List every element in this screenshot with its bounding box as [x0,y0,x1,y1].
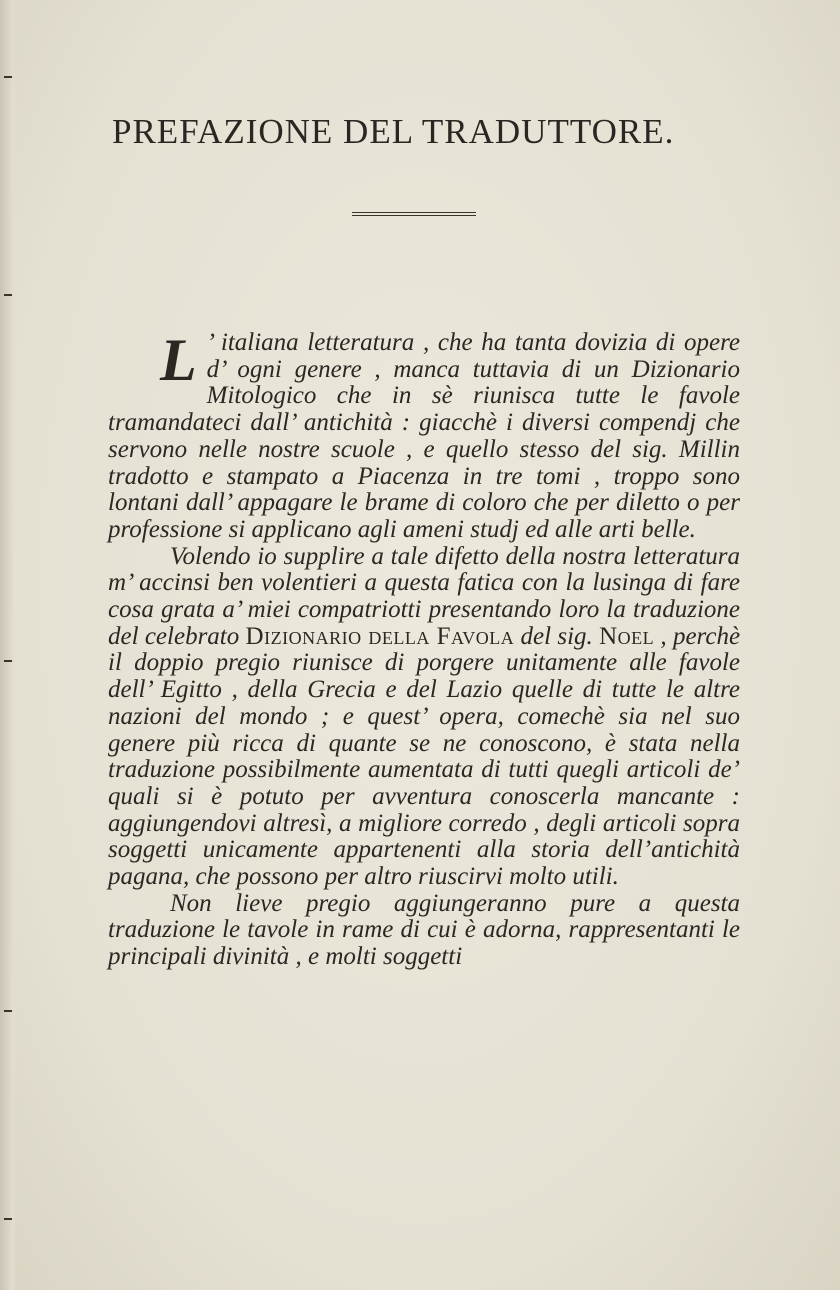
page-title: PREFAZIONE DEL TRADUTTORE. [112,112,675,151]
paragraph-3-text: Non lieve pregio aggiungeranno pure a questa traduzione le tavole in rame di cui è adorna, rappresentanti le principali divinità , e molti soggetti [108,889,740,971]
page-gutter [0,0,16,1290]
paragraph-1-text: ’ italiana letteratura , che ha tanta dovizia di opere d’ ogni genere , manca tuttavia di un Dizionario Mitologico che in sè riunisca tutte le favole tramandateci dall’ antichità : giacchè i diversi compendj che servono nelle nostre scuole , e quello stesso del sig. Millin tradotto e stampato a Piacenza in tre tomi , troppo sono lontani dall’ appagare le brame di coloro che per diletto o per professione si applicano agli ameni studj ed alle arti belle. [108,329,740,543]
body-text [108,327,741,971]
drop-cap: L [160,327,197,393]
edge-mark [4,1010,12,1012]
paragraph-2-text-c: , perchè il doppio pregio riunisce di porgere unitamente alle favole dell’ Egitto , della Grecia e del Lazio quelle di tutte le altre nazioni del mondo ; e quest’ opera, comechè sia nel suo genere più ricca di quante se ne conoscono, è stata nella traduzione possibilmente aumentata di tutti quegli articoli de’ quali si è potuto per avventura conoscerla mancante : aggiungendovi altresì, a migliore corredo , degli articoli sopra soggetti unicamente appartenenti alla storia dell’antichità pagana, che possono per altro riuscirvi molto utili. [108,622,741,891]
paragraph-2 [108,544,740,891]
edge-mark [4,1218,12,1220]
edge-mark [4,294,12,296]
paragraph-2-text-a: Volendo io supplire a tale difetto della nostra letteratura m’ accinsi ben volentieri a questa fatica con la lusinga di fare cosa grata a’ miei compatriotti presentando loro la traduzione del celebrato [108,542,740,650]
edge-mark [4,76,12,78]
edge-mark [4,660,12,662]
paragraph-3 [108,891,740,971]
paragraph-2-text-b: del sig. [520,622,593,650]
paragraph-1 [108,327,740,544]
title-rule [352,212,476,216]
work-title: Dizionario della Favola [245,622,515,650]
author-name: Noel [599,622,655,650]
